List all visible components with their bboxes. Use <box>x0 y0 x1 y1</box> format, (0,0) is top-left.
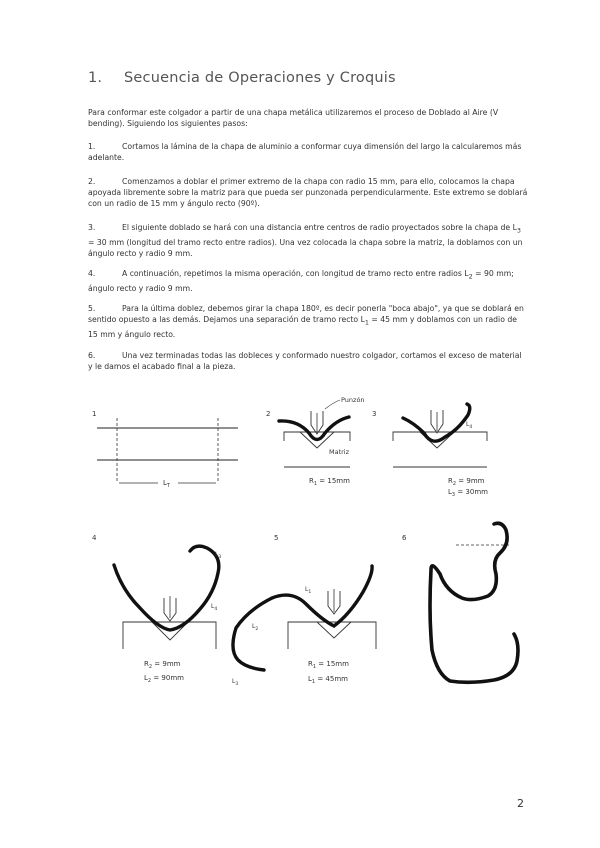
step-text: = 45 mm y doblamos con un radio de 15 mm y ángulo recto. <box>88 315 517 339</box>
section-title: Secuencia de Operaciones y Croquis <box>124 70 396 86</box>
bent-sheet <box>279 417 349 440</box>
figure-6-finished-hanger <box>402 523 518 682</box>
step-number: 5. <box>88 304 96 313</box>
figure-number: 6 <box>402 534 407 542</box>
bent-sheet <box>114 546 222 630</box>
l3-label: $L_3$ <box>232 678 239 687</box>
step-text: = 90 mm; ángulo recto y radio 9 mm. <box>88 269 514 293</box>
hanger-profile <box>430 523 518 682</box>
step-number: 2. <box>88 177 96 186</box>
step-number: 3. <box>88 223 96 232</box>
step-subscript: 1 <box>364 318 369 327</box>
bent-sheet <box>403 404 473 441</box>
punch-label: Punzón <box>341 396 365 404</box>
step-text: Para la última doblez, debemos girar la chapa 180º, es decir ponerla "boca abajo", ya que se doblará en sentido opuesto a las demás. Dejamos una separación de tramo recto L <box>88 304 524 325</box>
l1-label: $L_1$ <box>305 586 312 595</box>
figure-3-second-bend <box>372 404 488 498</box>
figure-number: 5 <box>274 534 279 542</box>
intro-paragraph: Para conformar este colgador a partir de una chapa metálica utilizaremos el proceso de Doblado al Aire (V bending). Siguiendo los siguientes pasos: <box>88 108 499 129</box>
step-number: 6. <box>88 351 96 360</box>
figure-4-third-bend <box>92 534 221 684</box>
l4-label: $L_4$ <box>466 421 473 430</box>
figure-number: 3 <box>372 410 377 418</box>
l2-label: $L_2$ <box>252 623 259 632</box>
step-text: El siguiente doblado se hará con una distancia entre centros de radio proyectados sobre la chapa de L <box>122 223 517 232</box>
l2-label: $L_2 = 90mm$ <box>144 674 184 684</box>
figure-1-sheet <box>92 410 238 489</box>
l1-dimension-label: $L_1 = 45mm$ <box>308 675 348 685</box>
step-text: Una vez terminadas todas las dobleces y conformado nuestro colgador, cortamos el exceso de material y le damos el acabado final a la pieza. <box>88 351 522 372</box>
die-label: Matriz <box>329 448 350 456</box>
step-subscript: 3 <box>516 226 521 235</box>
page-number: 2 <box>517 797 524 810</box>
figure-number: 4 <box>92 534 97 542</box>
l3-label: $L_3 = 30mm$ <box>448 488 488 498</box>
step-number: 1. <box>88 142 96 151</box>
bent-sheet <box>233 566 372 670</box>
figure-number: 1 <box>92 410 97 418</box>
figure-number: 2 <box>266 410 271 418</box>
step-subscript: 2 <box>468 272 473 281</box>
lt-label: $L_T$ <box>163 479 170 489</box>
figure-5-final-bend <box>232 534 376 687</box>
r1-label: $R_1 = 15mm$ <box>309 477 350 487</box>
step-number: 4. <box>88 269 96 278</box>
r2-label: $R_2 = 9mm$ <box>144 660 181 670</box>
die-outline <box>123 622 216 649</box>
r1-label: $R_1 = 15mm$ <box>308 660 349 670</box>
l3-label: $L_3$ <box>215 551 222 560</box>
step-text: Cortamos la lámina de la chapa de aluminio a conformar cuya dimensión del largo la calcularemos más adelante. <box>88 142 522 163</box>
step-text: Comenzamos a doblar el primer extremo de la chapa con radio 15 mm, para ello, colocamos la chapa apoyada libremente sobre la matriz para que pueda ser punzonada perpendicularmente. Este extremo se doblará con un radio de 15 mm y ángulo recto (90º). <box>88 177 528 209</box>
leader-line <box>325 400 340 409</box>
figure-2-first-bend <box>266 396 365 487</box>
l4-label: $L_4$ <box>211 603 218 612</box>
step-text: A continuación, repetimos la misma operación, con longitud de tramo recto entre radios L <box>122 269 469 278</box>
r2-label: $R_2 = 9mm$ <box>448 477 485 487</box>
step-text: = 30 mm (longitud del tramo recto entre radios). Una vez colocada la chapa sobre la matriz, la doblamos con un ángulo recto y radio 9 mm. <box>88 237 523 258</box>
section-number: 1. <box>88 70 103 86</box>
